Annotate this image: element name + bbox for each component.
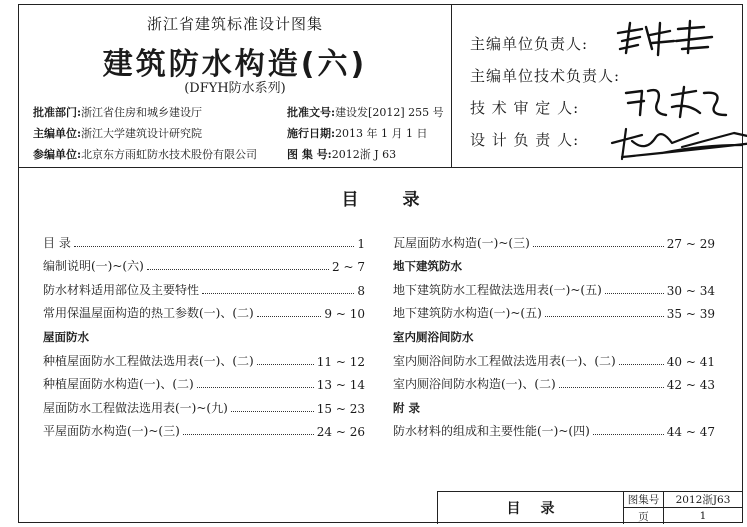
footer-page-value: 1 <box>699 510 707 522</box>
title-block <box>19 5 742 168</box>
toc-section-heading: 地下建筑防水 <box>393 259 462 274</box>
toc-entry-title: 室内厕浴间防水构造(一)、(二) <box>393 377 556 392</box>
toc-entry[interactable] <box>393 298 715 322</box>
toc-entry[interactable] <box>43 369 365 393</box>
participating-unit: 参编单位:北京东方雨虹防水技术股份有限公司 <box>33 148 258 161</box>
title-block-left <box>19 5 452 167</box>
toc-entry-pages: 2 ~ 7 <box>332 260 365 275</box>
signature-tech-reviewer <box>622 85 732 119</box>
toc-entry[interactable] <box>43 298 365 322</box>
atlas-subtitle: 浙江省建筑标准设计图集 <box>146 15 323 33</box>
toc-entry-pages: 30 ~ 34 <box>666 283 715 298</box>
toc-section-heading: 附 录 <box>393 400 421 415</box>
toc-entry-pages: 13 ~ 14 <box>316 378 365 393</box>
toc-entry-title: 种植屋面防水工程做法选用表(一)、(二) <box>43 353 254 368</box>
atlas-series: (DFYH防水系列) <box>184 81 286 96</box>
toc-entry-title: 防水材料适用部位及主要特性 <box>43 282 200 297</box>
toc-entry[interactable] <box>43 274 365 298</box>
toc-entry[interactable] <box>393 369 715 393</box>
toc-section-heading: 屋面防水 <box>43 329 89 344</box>
toc-leader-dots <box>231 411 314 412</box>
toc-right-column <box>393 227 715 439</box>
toc-leader-dots <box>593 434 664 435</box>
toc-entry-title: 地下建筑防水工程做法选用表(一)~(五) <box>393 282 602 297</box>
toc-entry-pages: 44 ~ 47 <box>666 425 715 440</box>
signature-chief-editor <box>612 19 722 59</box>
toc-entry[interactable] <box>393 274 715 298</box>
toc-entry-pages: 1 <box>357 236 365 251</box>
editor-unit: 主编单位:浙江大学建筑设计研究院 <box>33 127 203 140</box>
toc-leader-dots <box>533 246 664 247</box>
toc-entry[interactable] <box>43 392 365 416</box>
footer-grid <box>624 492 742 524</box>
toc-leader-dots <box>619 364 664 365</box>
toc-leader-dots <box>197 387 314 388</box>
toc-leader-dots <box>74 246 355 247</box>
toc-entry[interactable] <box>43 345 365 369</box>
toc-entry[interactable] <box>43 227 365 251</box>
toc-left-column <box>43 227 365 439</box>
effective-date: 施行日期:2013 年 1 月 1 日 <box>287 127 428 140</box>
toc-entry-title: 屋面防水工程做法选用表(一)~(九) <box>43 400 228 415</box>
toc-entry-title: 编制说明(一)~(六) <box>43 259 144 274</box>
approval-doc: 批准文号:建设发[2012] 255 号 <box>287 106 444 119</box>
approval-dept: 批准部门:浙江省住房和城乡建设厅 <box>33 106 203 119</box>
toc-entry-pages: 35 ~ 39 <box>666 307 715 322</box>
footer-atlas-label: 图集号 <box>624 492 664 508</box>
toc-leader-dots <box>183 434 314 435</box>
toc-leader-dots <box>545 316 664 317</box>
toc-entry-title: 常用保温屋面构造的热工参数(一)、(二) <box>43 306 254 321</box>
toc-leader-dots <box>257 364 314 365</box>
toc-entry-title: 防水材料的组成和主要性能(一)~(四) <box>393 424 590 439</box>
tech-reviewer-row: 技 术 审 定 人: <box>470 99 580 117</box>
toc-entry-pages: 8 <box>357 283 365 298</box>
toc-entry-pages: 11 ~ 12 <box>316 354 365 369</box>
toc-section-heading: 室内厕浴间防水 <box>393 329 474 344</box>
toc-entry[interactable] <box>43 416 365 440</box>
toc-leader-dots <box>605 293 664 294</box>
responsibles-block <box>452 5 742 167</box>
atlas-number: 图 集 号:2012浙 J 63 <box>287 148 397 161</box>
toc-entry-title: 地下建筑防水构造(一)~(五) <box>393 306 542 321</box>
toc-leader-dots <box>147 269 329 270</box>
toc-entry-pages: 9 ~ 10 <box>324 307 365 322</box>
footer-atlas-value: 2012浙J63 <box>664 492 742 508</box>
toc-entry-title: 种植屋面防水构造(一)、(二) <box>43 377 194 392</box>
toc-entry[interactable] <box>393 345 715 369</box>
toc-leader-dots <box>257 316 322 317</box>
toc-heading: 目 录 <box>341 190 420 210</box>
signature-design-lead <box>602 123 747 163</box>
footer-title: 目 录 <box>438 492 624 524</box>
toc-entry-title: 目 录 <box>43 235 71 250</box>
toc-entry[interactable] <box>43 251 365 275</box>
drawing-frame <box>18 4 743 523</box>
footer-page-label: 页 <box>624 508 664 524</box>
atlas-title: 建筑防水构造(六) <box>102 47 368 82</box>
toc-entry[interactable] <box>393 227 715 251</box>
toc-entry[interactable] <box>393 416 715 440</box>
tech-chief-row: 主编单位技术负责人: <box>470 67 621 85</box>
toc-leader-dots <box>559 387 664 388</box>
toc-entry-pages: 27 ~ 29 <box>666 236 715 251</box>
toc-entry-title: 瓦屋面防水构造(一)~(三) <box>393 235 530 250</box>
chief-editor-row: 主编单位负责人: <box>470 35 589 53</box>
toc-entry-pages: 15 ~ 23 <box>316 401 365 416</box>
toc-entry-title: 室内厕浴间防水工程做法选用表(一)、(二) <box>393 353 616 368</box>
toc-entry-pages: 42 ~ 43 <box>666 378 715 393</box>
toc-entry-pages: 24 ~ 26 <box>316 425 365 440</box>
toc-entry-title: 平屋面防水构造(一)~(三) <box>43 424 180 439</box>
toc-leader-dots <box>202 293 354 294</box>
footer-block <box>437 491 742 524</box>
toc-entry-pages: 40 ~ 41 <box>666 354 715 369</box>
design-lead-row: 设 计 负 责 人: <box>470 131 580 149</box>
